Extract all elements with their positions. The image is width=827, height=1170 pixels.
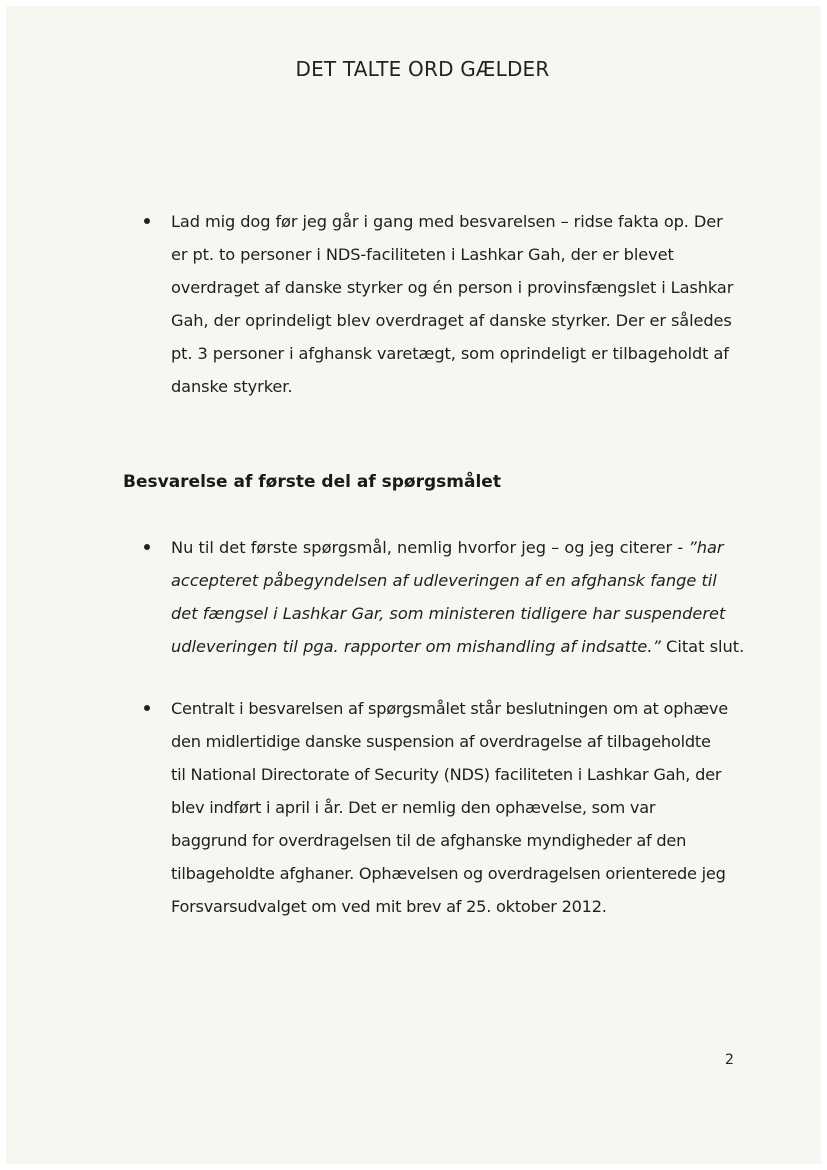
list-item	[144, 692, 744, 923]
text-line: Forsvarsudvalget om ved mit brev af 25. oktober 2012.	[171, 897, 607, 916]
list-item	[144, 205, 744, 403]
text-line: overdraget af danske styrker og én person i provinsfængslet i Lashkar	[171, 278, 734, 297]
text-line: Gah, der oprindeligt blev overdraget af danske styrker. Der er således	[171, 311, 732, 330]
page-number: 2	[725, 1052, 734, 1068]
quote-start: ”har	[688, 538, 724, 557]
text-line: blev indført i april i år. Det er nemlig den ophævelse, som var	[171, 798, 656, 817]
bullet-text	[171, 531, 744, 663]
text-line: til National Directorate of Security (NDS) faciliteten i Lashkar Gah, der	[171, 765, 722, 784]
quote-line: det fængsel i Lashkar Gar, som ministeren tidligere har suspenderet	[171, 604, 726, 623]
bullet-dot-icon	[144, 218, 150, 224]
quote-line: accepteret påbegyndelsen af udleveringen af en afghansk fange til	[171, 571, 717, 590]
text-line: er pt. to personer i NDS-faciliteten i Lashkar Gah, der er blevet	[171, 245, 674, 264]
text-line	[171, 531, 744, 564]
section-heading: Besvarelse af første del af spørgsmålet	[123, 472, 501, 492]
text-line: den midlertidige danske suspension af overdragelse af tilbageholdte	[171, 732, 711, 751]
text-regular: Citat slut.	[660, 637, 745, 656]
text-line: Centralt i besvarelsen af spørgsmålet står beslutningen om at ophæve	[171, 699, 728, 718]
text-line: Lad mig dog før jeg går i gang med besvarelsen – ridse fakta op. Der	[171, 212, 723, 231]
quote-end: udleveringen til pga. rapporter om mishandling af indsatte.”	[171, 637, 661, 656]
bullet-dot-icon	[144, 544, 150, 550]
list-item	[144, 531, 744, 663]
page-header: DET TALTE ORD GÆLDER	[295, 57, 550, 81]
text-line: tilbageholdte afghaner. Ophævelsen og overdragelsen orienterede jeg	[171, 864, 726, 883]
bullet-facts	[144, 205, 744, 403]
bullet-dot-icon	[144, 705, 150, 711]
bullet-question	[144, 531, 744, 663]
bullet-text	[171, 205, 744, 403]
text-line: pt. 3 personer i afghansk varetægt, som oprindeligt er tilbageholdt af	[171, 344, 729, 363]
text-line: danske styrker.	[171, 377, 293, 396]
text-line	[171, 630, 744, 663]
text-regular: Nu til det første spørgsmål, nemlig hvorfor jeg – og jeg citerer -	[171, 538, 689, 557]
bullet-text	[171, 692, 744, 923]
text-line: baggrund for overdragelsen til de afghanske myndigheder af den	[171, 831, 687, 850]
bullet-answer	[144, 692, 744, 923]
